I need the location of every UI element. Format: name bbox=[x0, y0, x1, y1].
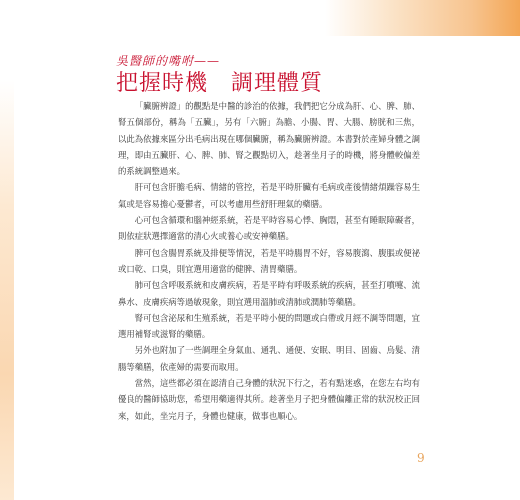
page-title: 把握時機 調理體質 bbox=[116, 71, 324, 96]
paragraph-heart: 心可包含循環和腦神經系統，若是平時容易心悸、胸悶，甚至有睡眠障礙者，則依症狀選擇適當的清心火或養心或安神藥膳。 bbox=[118, 215, 420, 242]
paragraph-spleen: 脾可包含腸胃系統及排便等情況，若是平時腸胃不好，容易腹瀉、腹脹或便祕或口乾、口臭，則宜選用適當的健脾、清胃藥膳。 bbox=[118, 247, 420, 274]
section-kicker: 吳醫師的嘴咐—— bbox=[116, 54, 221, 68]
decorative-top-band bbox=[325, 0, 520, 36]
paragraph-supplement: 另外也附加了一些調理全身氣血、通乳、通便、安眠、明目、固齒、烏髮、清腸等藥膳，依產婦的需要而取用。 bbox=[118, 345, 420, 372]
paragraph-liver: 肝可包含肝膽毛病、情緒的管控，若是平時肝臟有毛病或產後情緒煩躁容易生氣或是容易擔心憂鬱者，可以考慮用些舒肝理氣的藥膳。 bbox=[118, 182, 420, 209]
paragraph-closing: 當然，這些都必須在認清自己身體的狀況下行之，若有點迷惑，在您左右均有優良的醫師協助您，希望用藥適得其所。趁著坐月子把身體偏離正常的狀況校正回來，如此，坐完月子，身體也健康，做事也順心。 bbox=[118, 378, 420, 421]
paragraph-kidney: 腎可包含泌尿和生殖系統，若是平時小便的問題或白帶或月經不調等問題，宜選用補腎或滋腎的藥膳。 bbox=[118, 312, 420, 340]
decorative-left-band bbox=[0, 80, 14, 500]
page-number: 9 bbox=[417, 451, 425, 465]
paragraph-lung: 肺可包含呼吸系統和皮膚疾病，若是平時有呼吸系統的疾病，甚至打噴嚏、流鼻水、皮膚疾病等過敏現象，則宜選用溫肺或清肺或潤肺等藥膳。 bbox=[118, 280, 420, 307]
body-text bbox=[118, 98, 420, 424]
paragraph-intro: 「臟腑辨證」的觀點是中醫的診治的依據，我們把它分成為肝、心、脾、肺、腎五個部份，稱為「五臟」，另有「六腑」為膽、小腸、胃、大腸、膀胱和三焦，以此為依據來區分出毛病出現在哪個臟腑，稱為臟腑辨證。本書對於產婦身體之調理，即由五臟肝、心、脾、肺、腎之觀點切入，趁著坐月子的時機，將身體較偏差的系統調整過來。 bbox=[118, 101, 420, 177]
